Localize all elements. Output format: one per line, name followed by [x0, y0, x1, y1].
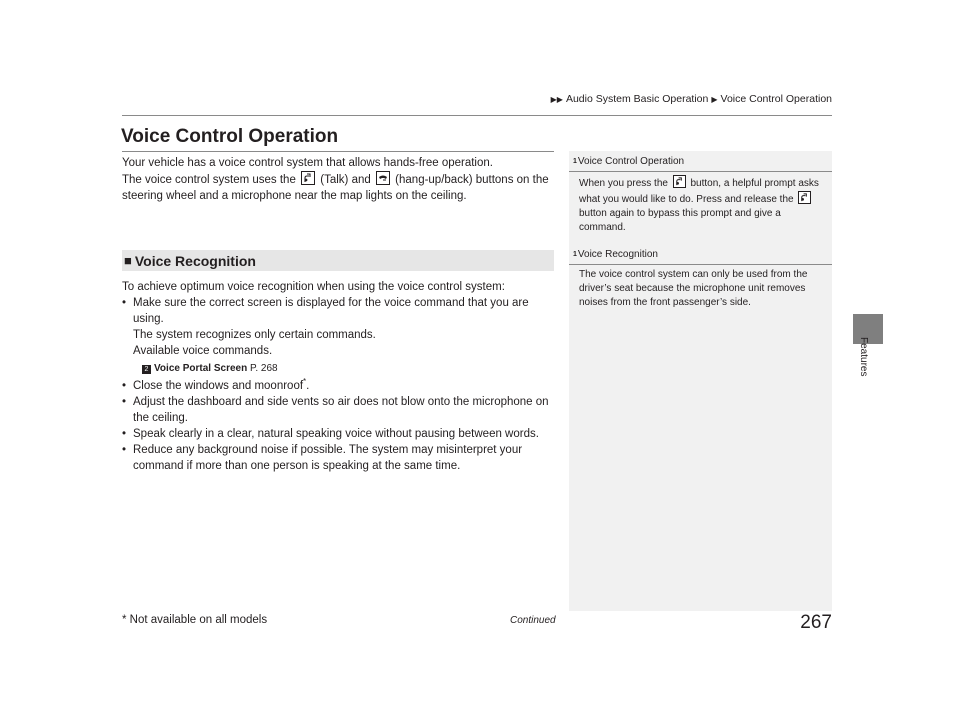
page-title: Voice Control Operation	[121, 126, 339, 147]
intro-line: The voice control system uses the (Talk) and (hang-up/back) buttons on the	[122, 171, 554, 188]
notes-sidebar	[569, 151, 832, 611]
list-item: • Make sure the correct screen is displayed for the voice command that you are using. The system recognizes only certain commands. Available voice commands. 2 Voice Portal Screen P. 268	[122, 295, 554, 377]
sub-text: The system recognizes only certain commands.	[133, 329, 376, 341]
list-item: • Reduce any background noise if possible. The system may misinterpret your command if more than one person is speaking at the same time.	[122, 442, 554, 474]
section-marker: ■	[124, 253, 132, 268]
list-item: • Adjust the dashboard and side vents so air does not blow onto the microphone on the ceiling.	[122, 394, 554, 426]
list-item: • Close the windows and moonroof*.	[122, 378, 554, 394]
talk-button-icon	[301, 171, 315, 185]
note-title: Voice Control Operation	[577, 156, 685, 167]
note-text: When you press the button, a helpful prompt asks what you would like to do. Press and release the button again to bypass this prompt and give a command.	[569, 175, 832, 235]
intro-text	[122, 155, 554, 204]
section-heading: Voice Recognition	[134, 252, 256, 269]
note-header	[569, 155, 832, 169]
tips-list	[122, 295, 554, 474]
chapter-label: Features	[858, 337, 869, 377]
note-voice-control-operation	[569, 155, 832, 235]
cross-reference-arrow-icon: 2	[142, 365, 151, 374]
note-number: 1	[573, 158, 577, 165]
note-voice-recognition	[569, 248, 832, 310]
page-number: 267	[800, 612, 832, 633]
footnote: * Not available on all models	[122, 614, 268, 626]
note-header	[569, 248, 832, 262]
section-heading-bar	[122, 250, 554, 271]
breadcrumb-arrow-icon: ▶	[711, 94, 718, 104]
sub-text: Available voice commands.	[133, 345, 273, 357]
header-divider	[122, 115, 832, 116]
cross-reference[interactable]	[133, 361, 554, 377]
note-divider	[569, 171, 832, 172]
breadcrumb	[551, 93, 832, 105]
intro-line: Your vehicle has a voice control system that allows hands-free operation.	[122, 157, 493, 169]
hang-up-back-button-icon	[376, 171, 390, 185]
xref-page: P. 268	[249, 363, 278, 374]
voice-recognition-body	[122, 279, 554, 474]
breadcrumb-level1[interactable]: Audio System Basic Operation	[565, 93, 709, 105]
note-divider	[569, 264, 832, 265]
intro-line: steering wheel and a microphone near the map lights on the ceiling.	[122, 190, 467, 202]
title-divider	[122, 151, 554, 152]
note-title: Voice Recognition	[577, 249, 658, 260]
list-item: • Speak clearly in a clear, natural speaking voice without pausing between words.	[122, 426, 554, 442]
breadcrumb-level2[interactable]: Voice Control Operation	[720, 93, 832, 105]
continued-label: Continued	[510, 615, 556, 626]
talk-button-icon	[798, 191, 811, 204]
xref-target[interactable]: Voice Portal Screen	[154, 363, 248, 374]
talk-button-icon	[673, 175, 686, 188]
breadcrumb-arrow-icon: ▶▶	[550, 94, 563, 104]
note-number: 1	[573, 251, 577, 258]
footnote-marker: *	[303, 377, 307, 387]
lead-text: To achieve optimum voice recognition when using the voice control system:	[122, 281, 505, 293]
note-text: The voice control system can only be used from the driver’s seat because the microphone unit removes noises from the front passenger’s side.	[579, 269, 808, 308]
